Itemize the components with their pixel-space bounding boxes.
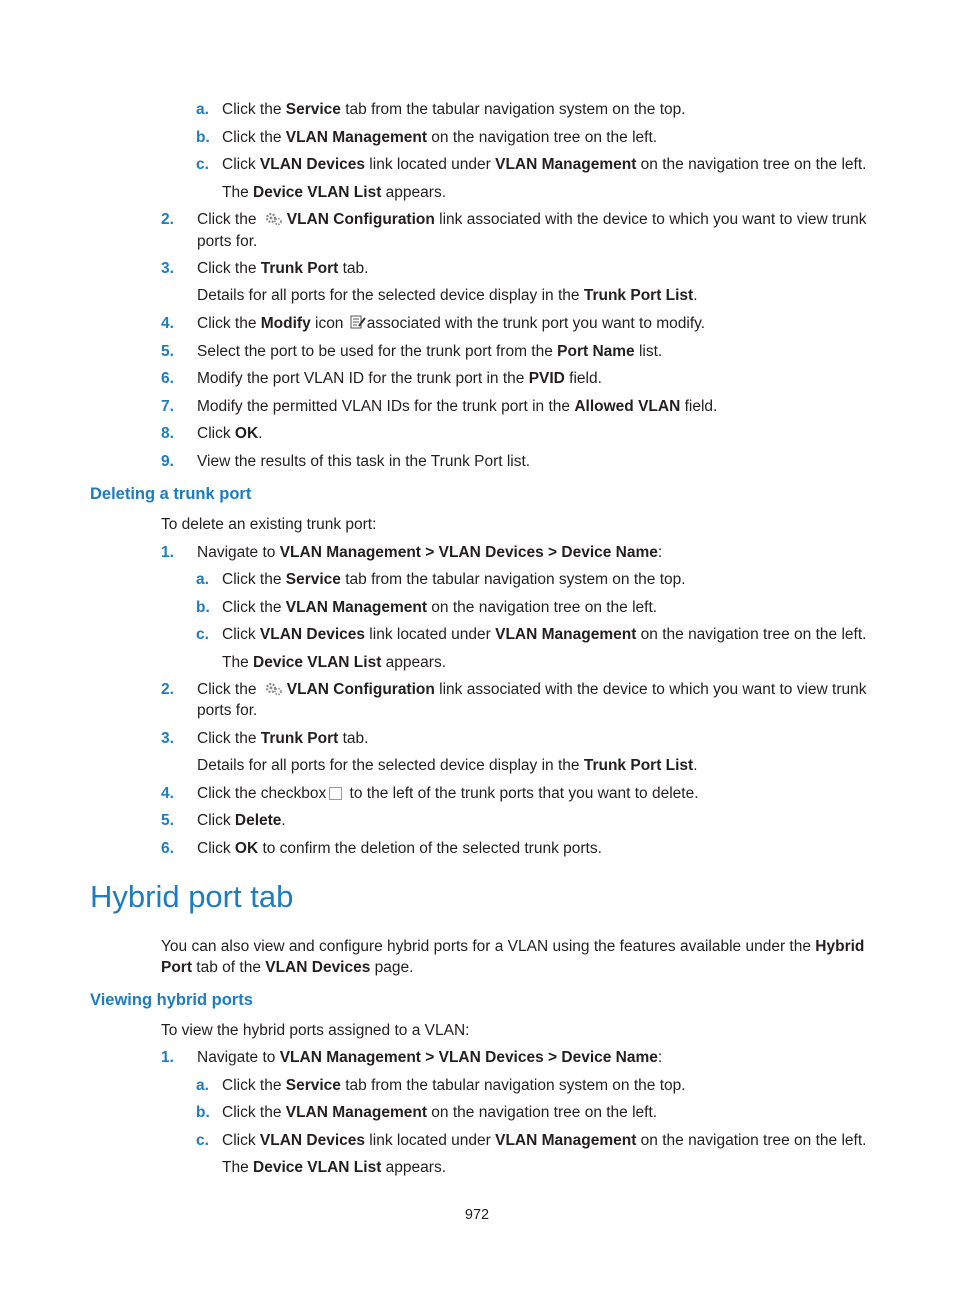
step-note: Details for all ports for the selected device display in the Trunk Port List. xyxy=(197,757,698,774)
step-letter: a. xyxy=(196,571,209,588)
hybrid-intro-paragraph: You can also view and configure hybrid ports for a VLAN using the features available under the Hybrid Port tab of the VLAN Devices page. xyxy=(161,938,865,976)
step-number: 3. xyxy=(161,260,174,277)
step-text: Modify the permitted VLAN IDs for the trunk port in the Allowed VLAN field. xyxy=(197,398,718,415)
step-note: Details for all ports for the selected device display in the Trunk Port List. xyxy=(197,287,698,304)
step-text: Click the Trunk Port tab. xyxy=(197,260,369,277)
step-text: Click VLAN Devices link located under VLAN Management on the navigation tree on the left. xyxy=(222,156,867,173)
step-number: 5. xyxy=(161,343,174,360)
step-text-continued: ports for. xyxy=(197,702,258,719)
step-number: 6. xyxy=(161,370,174,387)
step-text: Navigate to VLAN Management > VLAN Devices > Device Name: xyxy=(197,1049,663,1066)
modify-icon xyxy=(350,314,366,336)
page-number: 972 xyxy=(464,1207,490,1223)
step-text: Click the Service tab from the tabular navigation system on the top. xyxy=(222,571,686,588)
step-number: 4. xyxy=(161,785,174,802)
step-letter: b. xyxy=(196,599,210,616)
section-heading-viewing-hybrid-ports: Viewing hybrid ports xyxy=(90,991,253,1009)
chapter-title-hybrid-port-tab: Hybrid port tab xyxy=(90,879,294,914)
step-text: Click the Service tab from the tabular navigation system on the top. xyxy=(222,101,686,118)
step-letter: c. xyxy=(196,626,209,643)
step-text: Click the Modify icon associated with the trunk port you want to modify. xyxy=(197,314,705,336)
section-heading-deleting-trunk-port: Deleting a trunk port xyxy=(90,485,252,503)
step-text: Click OK. xyxy=(197,425,263,442)
checkbox-icon xyxy=(329,786,342,806)
gear-icon xyxy=(265,212,283,232)
step-letter: a. xyxy=(196,101,209,118)
step-number: 9. xyxy=(161,453,174,470)
step-text: Modify the port VLAN ID for the trunk port in the PVID field. xyxy=(197,370,602,387)
step-text: Click the VLAN Management on the navigation tree on the left. xyxy=(222,1104,658,1121)
step-number: 2. xyxy=(161,681,174,698)
step-number: 3. xyxy=(161,730,174,747)
step-text: Click the VLAN Management on the navigation tree on the left. xyxy=(222,129,658,146)
step-text: Click VLAN Devices link located under VLAN Management on the navigation tree on the left. xyxy=(222,1132,867,1149)
section-intro: To delete an existing trunk port: xyxy=(161,516,377,533)
step-note: The Device VLAN List appears. xyxy=(222,1159,447,1176)
step-letter: b. xyxy=(196,129,210,146)
step-text: Click the Trunk Port tab. xyxy=(197,730,369,747)
step-text: View the results of this task in the Trunk Port list. xyxy=(197,453,531,470)
step-text-continued: ports for. xyxy=(197,233,258,250)
step-text: Click the Service tab from the tabular navigation system on the top. xyxy=(222,1077,686,1094)
step-text: Click OK to confirm the deletion of the selected trunk ports. xyxy=(197,840,602,857)
step-text: Click VLAN Devices link located under VLAN Management on the navigation tree on the left. xyxy=(222,626,867,643)
step-text: Click the VLAN Configuration link associated with the device to which you want to view trunk xyxy=(197,680,866,702)
step-text: Click the VLAN Management on the navigation tree on the left. xyxy=(222,599,658,616)
step-text: Click the VLAN Configuration link associated with the device to which you want to view trunk xyxy=(197,210,866,232)
step-text: Click Delete. xyxy=(197,812,286,829)
step-number: 6. xyxy=(161,840,174,857)
step-letter: c. xyxy=(196,156,209,173)
step-text: Click the checkbox to the left of the trunk ports that you want to delete. xyxy=(197,784,699,806)
step-text: Select the port to be used for the trunk port from the Port Name list. xyxy=(197,343,663,360)
step-number: 8. xyxy=(161,425,174,442)
step-text: Navigate to VLAN Management > VLAN Devices > Device Name: xyxy=(197,544,663,561)
step-number: 4. xyxy=(161,315,174,332)
step-number: 7. xyxy=(161,398,174,415)
step-number: 2. xyxy=(161,211,174,228)
step-note: The Device VLAN List appears. xyxy=(222,184,447,201)
step-number: 5. xyxy=(161,812,174,829)
step-note: The Device VLAN List appears. xyxy=(222,654,447,671)
step-letter: a. xyxy=(196,1077,209,1094)
step-number: 1. xyxy=(161,1049,174,1066)
step-letter: b. xyxy=(196,1104,210,1121)
section-intro: To view the hybrid ports assigned to a VLAN: xyxy=(161,1022,470,1039)
gear-icon xyxy=(265,682,283,702)
step-number: 1. xyxy=(161,544,174,561)
step-letter: c. xyxy=(196,1132,209,1149)
